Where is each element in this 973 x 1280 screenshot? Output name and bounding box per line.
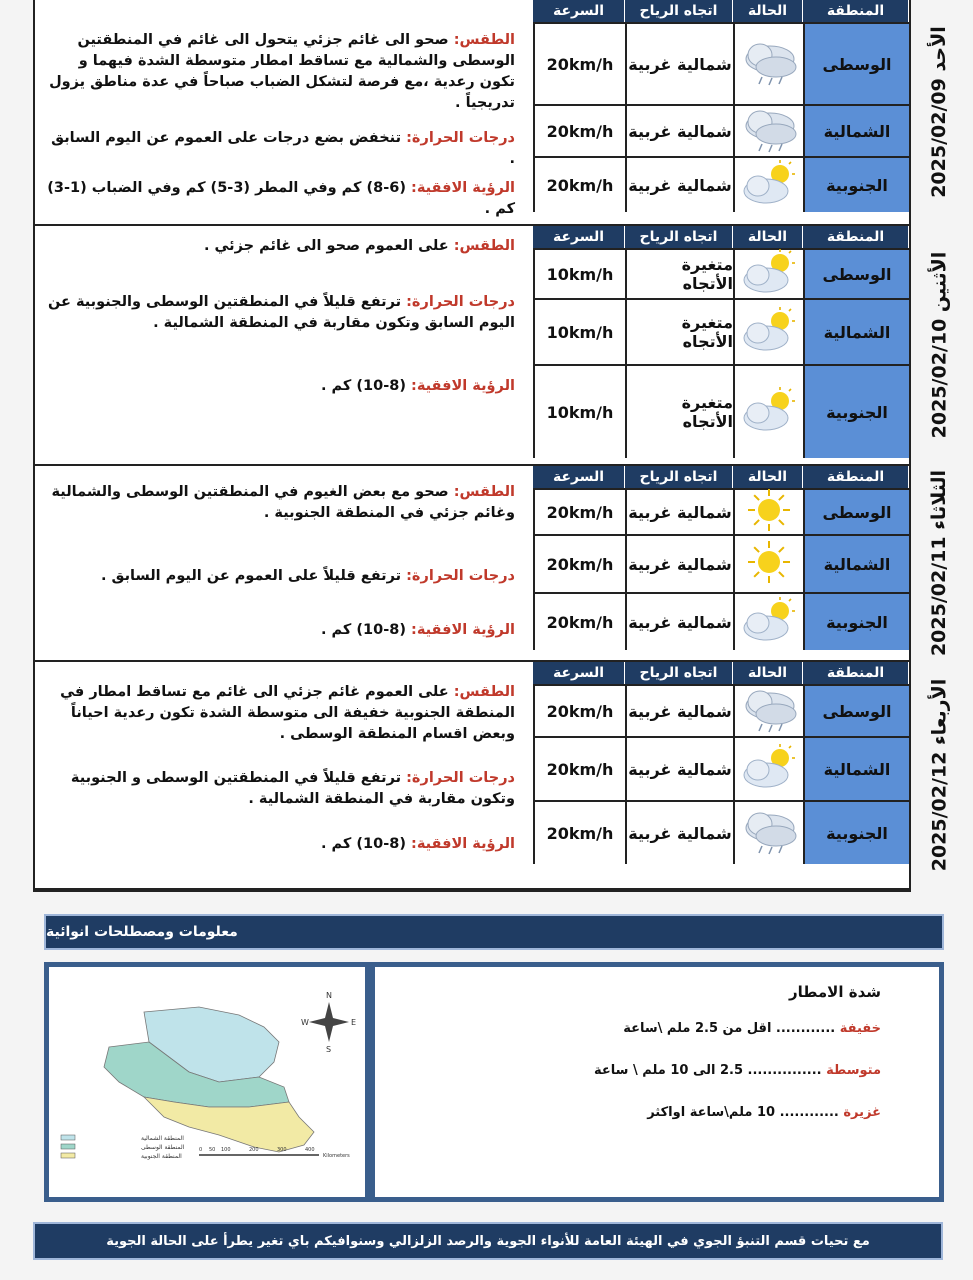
- region-cell: الجنوبية: [803, 156, 909, 212]
- svg-text:W: W: [301, 1018, 309, 1027]
- speed-cell: 20km/h: [533, 22, 625, 104]
- region-cell: الوسطى: [803, 22, 909, 104]
- sun-cloud-icon: [736, 385, 802, 439]
- temperature-text: درجات الحرارة: ترتفع قليلاً في المنطقتين الوسطى و الجنوبية وتكون مقاربة في المنطقة الشمالية .: [70, 770, 515, 807]
- condition-cell: [733, 488, 803, 534]
- header-wind-dir: اتجاه الرياح: [625, 0, 733, 22]
- header-speed: السرعة: [533, 466, 625, 488]
- legend-south: المنطقة الجنوبية: [141, 1153, 182, 1160]
- region-grid: [533, 466, 909, 660]
- wind-direction-cell: متغيرة الأتجاه: [625, 248, 733, 298]
- region-cell: الشمالية: [803, 736, 909, 800]
- region-cell: الجنوبية: [803, 800, 909, 864]
- sun-icon: [739, 539, 799, 589]
- wind-direction-cell: شمالية غربية: [625, 488, 733, 534]
- header-condition: الحالة: [733, 226, 803, 248]
- sun-cloud-icon: [736, 305, 802, 359]
- header-wind-dir: اتجاه الرياح: [625, 662, 733, 684]
- wind-direction-cell: شمالية غربية: [625, 800, 733, 864]
- condition-cell: [733, 22, 803, 104]
- header-wind-dir: اتجاه الرياح: [625, 226, 733, 248]
- header-condition: الحالة: [733, 466, 803, 488]
- condition-cell: [733, 364, 803, 458]
- speed-cell: 20km/h: [533, 156, 625, 212]
- temperature-text: درجات الحرارة: ترتفع قليلاً على العموم عن اليوم السابق .: [100, 568, 515, 584]
- legend-central: المنطقة الوسطى: [141, 1144, 185, 1151]
- condition-cell: [733, 248, 803, 298]
- wind-direction-cell: شمالية غربية: [625, 104, 733, 156]
- day-date: الأحد 2025/02/09: [928, 26, 950, 198]
- svg-text:S: S: [326, 1045, 332, 1054]
- speed-cell: 20km/h: [533, 800, 625, 864]
- cloud-rain-icon: [736, 104, 802, 158]
- temperature-text: درجات الحرارة: ترتفع قليلاً في المنطقتين الوسطى والجنوبية عن اليوم السابق وتكون مقاربة في المنطقة الشمالية .: [47, 294, 515, 331]
- region-grid: [533, 226, 909, 464]
- temperature-text: درجات الحرارة: تنخفض بضع درجات على العموم عن اليوم السابق .: [51, 130, 515, 167]
- visibility-text: الرؤية الافقية: (8-10) كم .: [320, 836, 515, 852]
- footer-bar: [33, 1222, 943, 1260]
- speed-cell: 20km/h: [533, 736, 625, 800]
- speed-cell: 20km/h: [533, 534, 625, 592]
- header-condition: الحالة: [733, 0, 803, 22]
- rain-light: خفيفة ............ اقل من 2.5 ملم \ساعة: [623, 1021, 881, 1036]
- speed-cell: 10km/h: [533, 248, 625, 298]
- svg-text:200: 200: [249, 1147, 259, 1153]
- svg-text:N: N: [326, 991, 332, 1000]
- condition-cell: [733, 736, 803, 800]
- header-speed: السرعة: [533, 0, 625, 22]
- compass-icon: [301, 991, 356, 1054]
- map-legend: [61, 1135, 185, 1160]
- rain-heavy: غزيرة ............ 10 ملم\ساعة اواكثر: [647, 1105, 881, 1120]
- wind-direction-cell: شمالية غربية: [625, 592, 733, 650]
- iraq-map-panel: [44, 962, 370, 1202]
- wind-direction-cell: متغيرة الأتجاه: [625, 298, 733, 364]
- visibility-text: الرؤية الافقية: (8-10) كم .: [320, 378, 515, 394]
- wind-direction-cell: شمالية غربية: [625, 156, 733, 212]
- cloud-rain-icon: [736, 684, 802, 738]
- forecast-table: [33, 0, 951, 892]
- header-speed: السرعة: [533, 226, 625, 248]
- wind-direction-cell: متغيرة الأتجاه: [625, 364, 733, 458]
- sun-icon: [739, 487, 799, 537]
- svg-text:400: 400: [305, 1147, 315, 1153]
- region-grid: [533, 0, 909, 224]
- speed-cell: 20km/h: [533, 592, 625, 650]
- rain-intensity-panel: [370, 962, 944, 1202]
- day-block: [35, 466, 951, 662]
- svg-text:Kilometers: Kilometers: [323, 1153, 350, 1159]
- header-condition: الحالة: [733, 662, 803, 684]
- speed-cell: 10km/h: [533, 298, 625, 364]
- header-region: المنطقة: [803, 662, 909, 684]
- iraq-map: [49, 967, 365, 1197]
- region-cell: الوسطى: [803, 684, 909, 736]
- region-cell: الجنوبية: [803, 592, 909, 650]
- day-block: [35, 0, 950, 226]
- legend-north: المنطقة الشمالية: [141, 1135, 184, 1142]
- day-block: [35, 226, 951, 466]
- region-cell: الجنوبية: [803, 364, 909, 458]
- svg-text:300: 300: [277, 1147, 287, 1153]
- header-region: المنطقة: [803, 466, 909, 488]
- svg-text:100: 100: [221, 1147, 231, 1153]
- day-block: [35, 662, 950, 890]
- sun-cloud-icon: [736, 595, 802, 649]
- rain-moderate: متوسطة ............... 2.5 الى 10 ملم \ ساعة: [594, 1063, 881, 1078]
- condition-cell: [733, 156, 803, 212]
- weather-text: الطقس: صحو الى غائم جزئي يتحول الى غائم في المنطقتين الوسطى والشمالية مع تساقط امطار متوسطة الشدة فيهما و تكون رعدية ،مع فرصة لتشكل الضباب صباحاً في عدة مناطق يزول تدريجياً .: [49, 32, 515, 111]
- condition-cell: [733, 684, 803, 736]
- day-date: الأثنين 2025/02/10: [928, 251, 951, 439]
- condition-cell: [733, 534, 803, 592]
- header-wind-dir: اتجاه الرياح: [625, 466, 733, 488]
- sun-cloud-icon: [736, 742, 802, 796]
- info-title-bar: [44, 914, 944, 950]
- wind-direction-cell: شمالية غربية: [625, 22, 733, 104]
- sun-cloud-icon: [736, 247, 802, 301]
- wind-direction-cell: شمالية غربية: [625, 684, 733, 736]
- cloud-rain-icon: [736, 37, 802, 91]
- speed-cell: 20km/h: [533, 684, 625, 736]
- day-date: الثلاثاء 2025/02/11: [928, 469, 951, 657]
- cloud-rain-icon: [736, 806, 802, 860]
- region-cell: الشمالية: [803, 104, 909, 156]
- region-cell: الوسطى: [803, 248, 909, 298]
- condition-cell: [733, 104, 803, 156]
- region-cell: الشمالية: [803, 534, 909, 592]
- info-title: معلومات ومصطلحات انوائية: [46, 924, 238, 940]
- speed-cell: 20km/h: [533, 104, 625, 156]
- header-region: المنطقة: [803, 0, 909, 22]
- visibility-text: الرؤية الافقية: (6-8) كم وفي المطر (3-5) كم وفي الضباب (1-3) كم .: [47, 180, 515, 217]
- day-date: الأربعاء 2025/02/12: [928, 678, 950, 872]
- speed-cell: 10km/h: [533, 364, 625, 458]
- header-speed: السرعة: [533, 662, 625, 684]
- region-cell: الوسطى: [803, 488, 909, 534]
- condition-cell: [733, 298, 803, 364]
- wind-direction-cell: شمالية غربية: [625, 534, 733, 592]
- condition-cell: [733, 800, 803, 864]
- weather-text: الطقس: على العموم صحو الى غائم جزئي .: [203, 238, 515, 254]
- header-region: المنطقة: [803, 226, 909, 248]
- svg-text:E: E: [351, 1018, 357, 1027]
- wind-direction-cell: شمالية غربية: [625, 736, 733, 800]
- sun-cloud-icon: [736, 158, 802, 212]
- svg-text:50: 50: [209, 1147, 216, 1153]
- region-cell: الشمالية: [803, 298, 909, 364]
- rain-title: شدة الامطار: [789, 983, 881, 1001]
- speed-cell: 20km/h: [533, 488, 625, 534]
- visibility-text: الرؤية الافقية: (8-10) كم .: [320, 622, 515, 638]
- weather-text: الطقس: على العموم غائم جزئي الى غائم مع تساقط امطار في المنطقة الجنوبية خفيفة الى متوسطة الشدة تكون رعدية احياناً وبعض اقسام المنطقة الوسطى .: [60, 684, 515, 742]
- region-grid: [533, 662, 909, 888]
- weather-text: الطقس: صحو مع بعض الغيوم في المنطقتين الوسطى والشمالية وغائم جزئي في المنطقة الجنوبية .: [51, 484, 515, 521]
- svg-text:0: 0: [199, 1147, 203, 1153]
- footer-text: مع تحيات قسم التنبؤ الجوي في الهيئة العامة للأنواء الجوية والرصد الزلزالي وسنوافيكم باي تغير يطرأ على الحالة الجوية: [106, 1233, 870, 1249]
- condition-cell: [733, 592, 803, 650]
